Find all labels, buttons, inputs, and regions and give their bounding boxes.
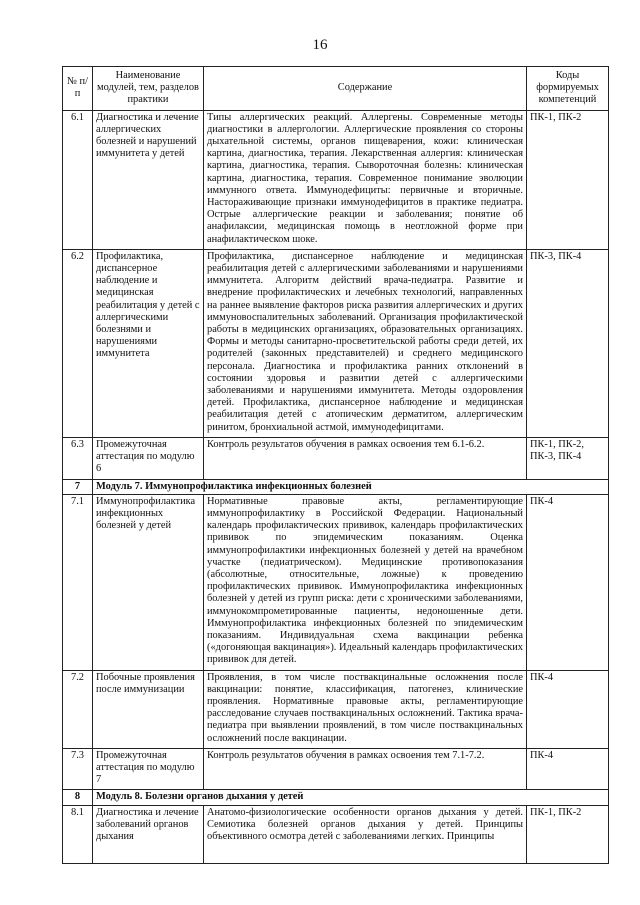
header-num: № п/п [63,67,93,111]
row-content: Нормативные правовые акты, регламентирующие иммунопрофилактику в Российской Федерации. Национальный календарь профилактических прививок, календарь профилактических прививок по эпидемическим показаниям. Оценка иммунопрофилактики инфекционных болезней у детей на врачебном участке (педиатрическом). Медицинские противопоказания (абсолютные, относительные, ложные) к проведению профилактических прививок. Иммунопрофилактика инфекционных болезней у детей из групп риска: дети с хроническими заболеваниями, иммунокомпрометированные пациенты, недоношенные дети. Иммунопрофилактика инфекционных болезней по эпидемическим показаниям. Индивидуальная схема вакцинации ребенка («догоняющая вакцинация»). Идеальный календарь профилактических прививок для детей. [204,494,527,670]
row-name: Диагностика и лечение заболеваний органов дыхания [93,805,204,863]
row-codes: ПК-3, ПК-4 [527,249,609,437]
table-row-6-2 [63,249,609,437]
module-num: 7 [63,479,93,494]
row-codes: ПК-1, ПК-2 [527,805,609,863]
table-row-8-1 [63,805,609,863]
row-content: Типы аллергических реакций. Аллергены. Современные методы диагностики в аллергологии. Аллергические проявления со стороны дыхательной системы, органов пищеварения, кожи: клиническая картина, диагностика, терапия. Лекарственная аллергия: клиническая картина, диагностика, терапия. Сывороточная болезнь: клиническая картина, диагностика, терапия. Современное понимание эволюции иммунного ответа. Иммунодефициты: первичные и вторичные. Настораживающие признаки иммунодефицитов в практике педиатра. Острые аллергические реакции и заболевания; понятие об анафилаксии, медицинская помощь в неотложной форме при анафилактическом шоке. [204,110,527,249]
header-name: Наименование модулей, тем, разделов практики [93,67,204,111]
row-content-text: Анатомо-физиологические особенности органов дыхания у детей. Семиотика болезней органов дыхания у детей. Принципы объективного осмотра детей с заболеваниями легких. Принципы [207,806,523,842]
row-name: Промежуточная аттестация по модулю 6 [93,437,204,479]
table-row-7-3 [63,748,609,790]
table-row-6-3 [63,437,609,479]
row-name: Профилактика, диспансерное наблюдение и медицинская реабилитация у детей с аллергическими болезнями и нарушениями иммунитета [93,249,204,437]
row-name: Побочные проявления после иммунизации [93,670,204,748]
row-num: 8.1 [63,805,93,863]
module-row-8 [63,790,609,805]
row-num: 6.2 [63,249,93,437]
row-content: Контроль результатов обучения в рамках освоения тем 7.1-7.2. [204,748,527,790]
row-num: 6.3 [63,437,93,479]
module-row-7 [63,479,609,494]
table-row-7-2 [63,670,609,748]
row-codes: ПК-4 [527,494,609,670]
row-content: Проявления, в том числе поствакцинальные осложнения после вакцинации: понятие, классификация, патогенез, клинические проявления. Нормативные правовые акты, регламентирующие расследование случаев поствакцинальных осложнений. Тактика врача-педиатра при выявлении проявлений, в том числе поствакцинальных осложнений после вакцинации. [204,670,527,748]
row-content: Контроль результатов обучения в рамках освоения тем 6.1-6.2. [204,437,527,479]
header-content: Содержание [204,67,527,111]
table-row-7-1 [63,494,609,670]
row-num: 7.3 [63,748,93,790]
table-header-row [63,67,609,111]
row-codes: ПК-1, ПК-2, ПК-3, ПК-4 [527,437,609,479]
row-num: 6.1 [63,110,93,249]
row-num: 7.1 [63,494,93,670]
row-codes: ПК-4 [527,748,609,790]
row-name: Промежуточная аттестация по модулю 7 [93,748,204,790]
row-codes: ПК-4 [527,670,609,748]
module-num: 8 [63,790,93,805]
module-title: Модуль 8. Болезни органов дыхания у детей [93,790,609,805]
row-codes: ПК-1, ПК-2 [527,110,609,249]
row-content [204,805,527,863]
row-name: Иммунопрофилактика инфекционных болезней у детей [93,494,204,670]
row-num: 7.2 [63,670,93,748]
row-name: Диагностика и лечение аллергических болезней и нарушений иммунитета у детей [93,110,204,249]
header-codes: Коды формируемых компетенций [527,67,609,111]
table-row-6-1 [63,110,609,249]
module-title: Модуль 7. Иммунопрофилактика инфекционных болезней [93,479,609,494]
page-number: 16 [312,37,328,53]
row-content: Профилактика, диспансерное наблюдение и медицинская реабилитация детей с аллергическими заболеваниями и нарушениями иммунитета. Алгоритм действий врача-педиатра. Развитие и внедрение профилактических и лечебных технологий, направленных на раннее выявление факторов риска развития аллергических и других иммуновоспалительных заболеваний. Организация профилактической работы в медицинских организациях, образовательных организациях. Формы и методы санитарно-просветительской работы среди детей, их родителей (законных представителей) и среднего медицинского персонала. Диагностика и профилактика ранних отклонений в состоянии здоровья и развитии детей с аллергическими заболеваниями и нарушениями иммунитета. Методы оздоровления детей. Профилактика, диспансерное наблюдение и медицинская реабилитация детей с атопическим дерматитом, аллергическим ринитом, бронхиальной астмой, иммунодефицитами. [204,249,527,437]
curriculum-table [62,66,609,864]
